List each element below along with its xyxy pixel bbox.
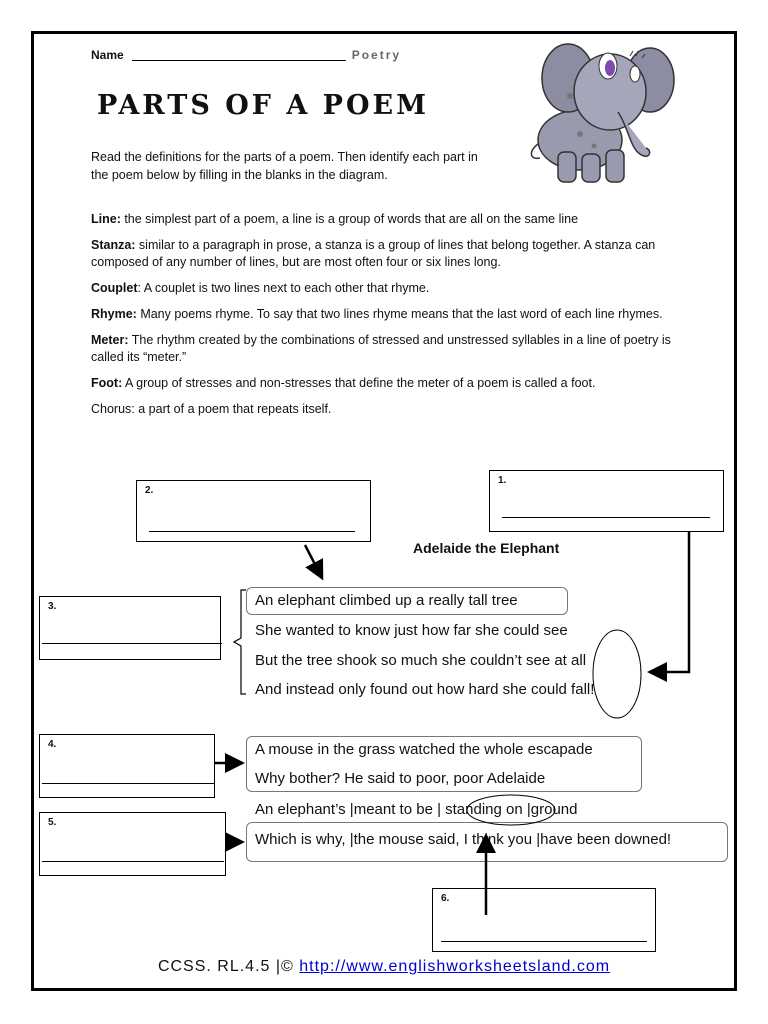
name-label: Name xyxy=(91,48,124,62)
answer-box-4: 4. xyxy=(39,734,215,798)
definition-chorus: Chorus: a part of a poem that repeats itself. xyxy=(91,402,332,416)
arrow-box2 xyxy=(305,545,321,576)
subject-label: Poetry xyxy=(351,48,402,62)
definition-stanza: Stanza: similar to a paragraph in prose, a stanza is a group of lines that belong together. A stanza can composed of any number of lines, but are most often four or six lines long. xyxy=(91,238,656,269)
arrow-box1 xyxy=(652,532,689,672)
poem-line: Which is why, |the mouse said, I think you |have been downed! xyxy=(255,831,672,848)
answer-box-5: 5. xyxy=(39,812,226,876)
poem-line: But the tree shook so much she couldn’t see at all xyxy=(255,652,587,669)
standard-code: CCSS. RL.4.5 |© xyxy=(157,958,300,975)
definition-couplet: Couplet: A couplet is two lines next to each other that rhyme. xyxy=(91,281,430,295)
poem-line: Why bother? He said to poor, poor Adelaide xyxy=(255,770,546,787)
website-link[interactable]: http://www.englishworksheetsland.com xyxy=(299,958,611,975)
page-title: PARTS OF A POEM xyxy=(97,90,429,121)
answer-box-6: 6. xyxy=(432,888,656,952)
poem-line: And instead only found out how hard she could fall! xyxy=(255,681,595,698)
poem-line: A mouse in the grass watched the whole escapade xyxy=(255,741,593,758)
answer-box-3: 3. xyxy=(39,596,221,660)
poem-line: An elephant’s |meant to be | standing on |ground xyxy=(255,801,578,818)
definition-foot: Foot: A group of stresses and non-stresses that define the meter of a poem is called a foot. xyxy=(91,376,596,390)
footer xyxy=(0,958,768,976)
definition-rhyme: Rhyme: Many poems rhyme. To say that two lines rhyme means that the last word of each line rhymes. xyxy=(91,307,663,321)
poem-line: She wanted to know just how far she could see xyxy=(255,622,568,639)
instructions: Read the definitions for the parts of a poem. Then identify each part in the poem below by filling in the blanks in the diagram. xyxy=(91,150,478,182)
answer-box-2: 2. xyxy=(136,480,371,542)
definition-meter: Meter: The rhythm created by the combinations of stressed and unstressed syllables in a line of poetry is called its “meter.” xyxy=(91,333,671,364)
rhyme-oval xyxy=(593,630,641,718)
stanza-bracket xyxy=(234,590,246,694)
poem-line: An elephant climbed up a really tall tree xyxy=(255,592,518,609)
foot-oval xyxy=(467,795,555,825)
answer-box-1: 1. xyxy=(489,470,724,532)
definition-line: Line: the simplest part of a poem, a line is a group of words that are all on the same line xyxy=(91,212,579,226)
poem-title: Adelaide the Elephant xyxy=(413,540,560,556)
